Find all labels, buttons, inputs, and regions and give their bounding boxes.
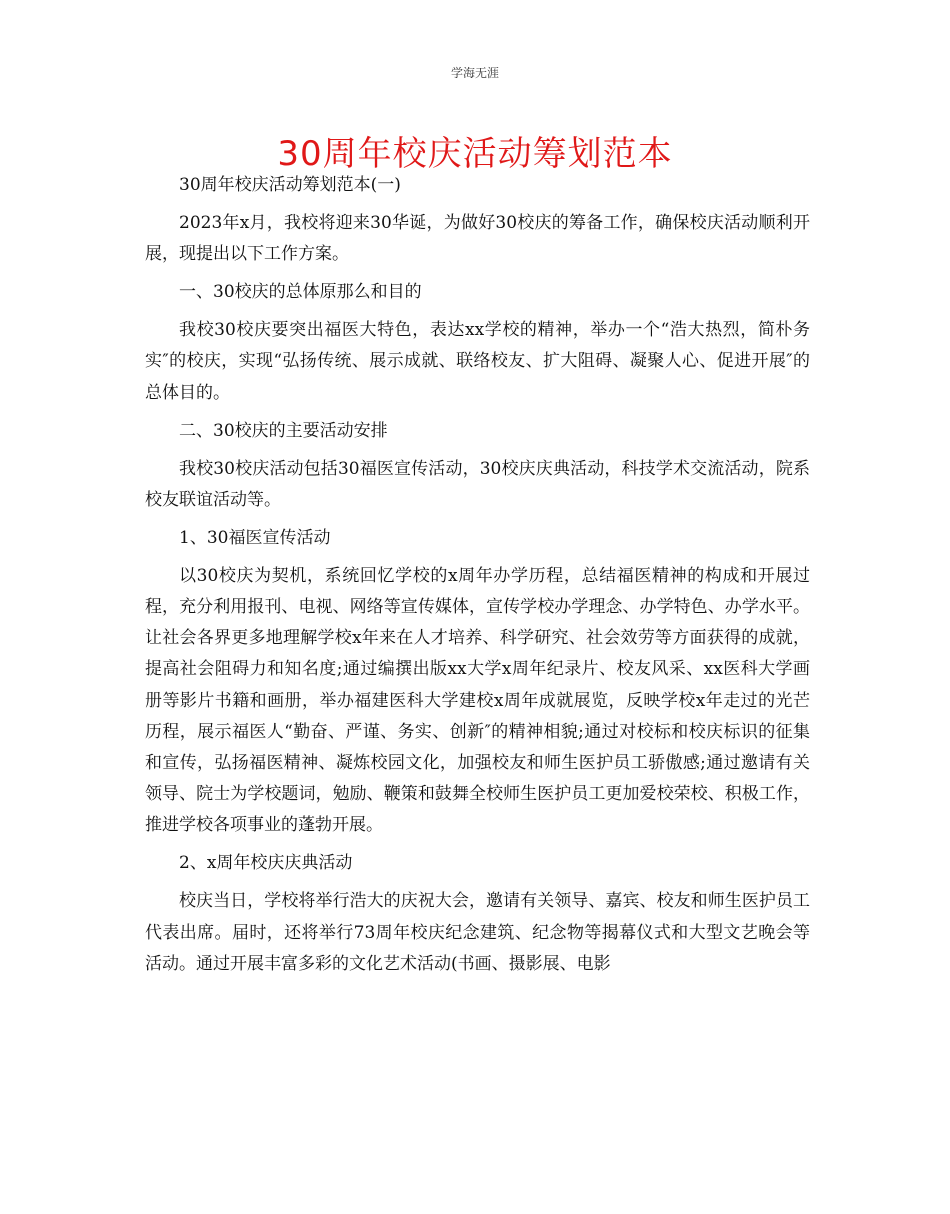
paragraph-intro: 2023年x月，我校将迎来30华诞，为做好30校庆的筹备工作，确保校庆活动顺利开展，现提出以下工作方案。	[145, 213, 810, 265]
document-body	[145, 170, 810, 987]
subsection-heading-2: 2、x周年校庆庆典活动	[179, 853, 353, 874]
paragraph-principles: 我校30校庆要突出福医大特色，表达xx学校的精神，举办一个“浩大热烈，简朴务实″的校庆，实现“弘扬传统、展示成就、联络校友、扩大阻碍、凝聚人心、促进开展″的总体目的。	[145, 320, 810, 403]
page-header: 学海无涯	[450, 66, 499, 80]
section-heading-1: 一、30校庆的总体原那么和目的	[179, 282, 422, 303]
document-title: 30周年校庆活动筹划范本	[277, 134, 673, 174]
paragraph-subtitle: 30周年校庆活动筹划范本(一)	[179, 175, 401, 195]
paragraph-ceremony: 校庆当日，学校将举行浩大的庆祝大会，邀请有关领导、嘉宾、校友和师生医护员工代表出席。届时，还将举行73周年校庆纪念建筑、纪念物等揭幕仪式和大型文艺晚会等活动。通过开展丰富多彩的文化艺术活动(书画、摄影展、电影	[145, 891, 810, 974]
paragraph-activities: 我校30校庆活动包括30福医宣传活动，30校庆庆典活动，科技学术交流活动，院系校友联谊活动等。	[145, 458, 810, 510]
subsection-heading-1: 1、30福医宣传活动	[179, 527, 331, 548]
section-heading-2: 二、30校庆的主要活动安排	[179, 420, 388, 441]
paragraph-publicity: 以30校庆为契机，系统回忆学校的x周年办学历程，总结福医精神的构成和开展过程，充分利用报刊、电视、网络等宣传媒体，宣传学校办学理念、办学特色、办学水平。让社会各界更多地理解学校x年来在人才培养、科学研究、社会效劳等方面获得的成就，提高社会阻碍力和知名度;通过编撰出版xx大学x周年纪录片、校友风采、xx医科大学画册等影片书籍和画册，举办福建医科大学建校x周年成就展览，反映学校x年走过的光芒历程，展示福医人“勤奋、严谨、务实、创新″的精神相貌;通过对校标和校庆标识的征集和宣传，弘扬福医精神、凝炼校园文化，加强校友和师生医护员工骄傲感;通过邀请有关领导、院士为学校题词，勉励、鞭策和鼓舞全校师生医护员工更加爱校荣校、积极工作，推进学校各项事业的蓬勃开展。	[145, 565, 810, 836]
